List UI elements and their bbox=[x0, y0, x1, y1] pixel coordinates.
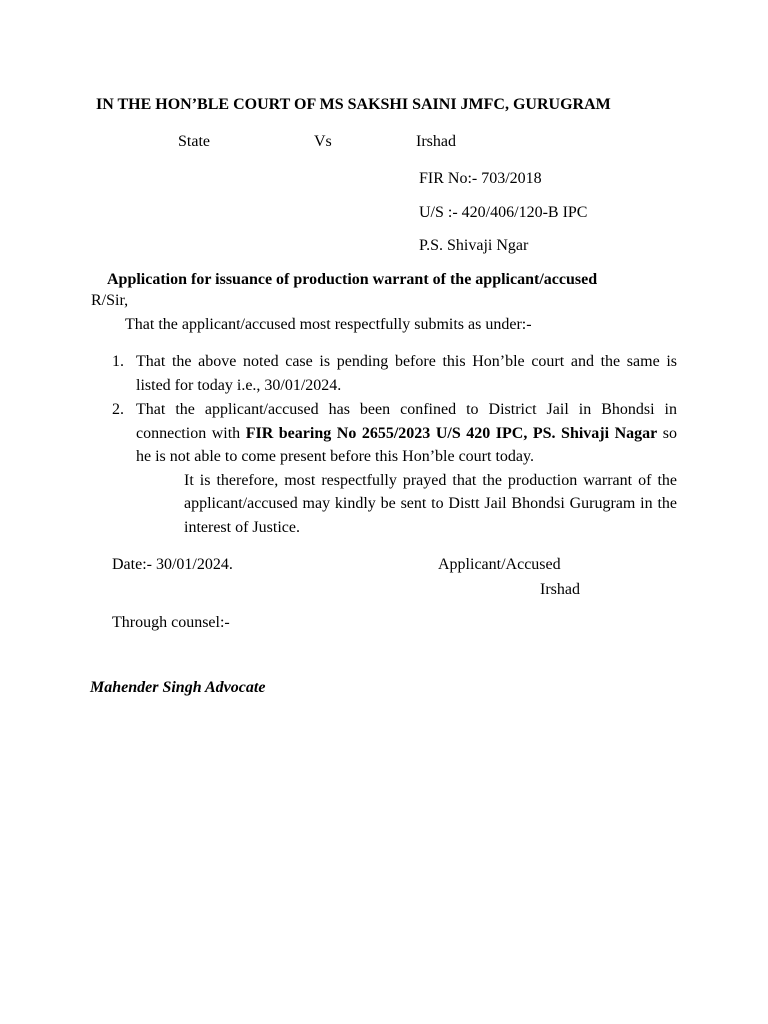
item-number: 1. bbox=[112, 353, 124, 370]
fir-number: FIR No:- 703/2018 bbox=[419, 170, 542, 187]
date-line: Date:- 30/01/2024. bbox=[112, 556, 233, 573]
signatory-role: Applicant/Accused bbox=[438, 556, 561, 573]
police-station: P.S. Shivaji Ngar bbox=[419, 237, 529, 254]
item-text: That the above noted case is pending before this Hon’ble court and the same is listed for today i.e., 30/01/2024. bbox=[136, 353, 677, 394]
item-text bbox=[136, 398, 677, 469]
list-item bbox=[136, 350, 677, 397]
list-item bbox=[136, 398, 677, 539]
party-state: State bbox=[178, 133, 210, 150]
party-accused: Irshad bbox=[416, 133, 456, 150]
prayer-paragraph: It is therefore, most respectfully prayed that the production warrant of the applicant/accused may kindly be sent to Distt Jail Bhondsi Gurugram in the interest of Justice. bbox=[184, 471, 677, 536]
versus-label: Vs bbox=[314, 133, 332, 150]
through-counsel: Through counsel:- bbox=[112, 614, 230, 631]
intro-line: That the applicant/accused most respectfully submits as under:- bbox=[125, 316, 532, 333]
fir-reference: FIR bearing No 2655/2023 U/S 420 IPC, PS. Shivaji Nagar bbox=[245, 424, 658, 442]
application-title: Application for issuance of production warrant of the applicant/accused bbox=[107, 271, 598, 288]
salutation: R/Sir, bbox=[91, 292, 129, 309]
advocate-name: Mahender Singh Advocate bbox=[90, 679, 266, 696]
sections: U/S :- 420/406/120-B IPC bbox=[419, 204, 588, 221]
item-text-after: so he is not able to come present before this Hon’ble court today. bbox=[136, 424, 678, 465]
item-number: 2. bbox=[112, 401, 124, 418]
signatory-name: Irshad bbox=[540, 581, 580, 598]
court-title: IN THE HON’BLE COURT OF MS SAKSHI SAINI JMFC, GURUGRAM bbox=[96, 96, 611, 113]
item-text-before: That the applicant/accused has been confined to District Jail in Bhondsi in connection with bbox=[136, 401, 677, 442]
